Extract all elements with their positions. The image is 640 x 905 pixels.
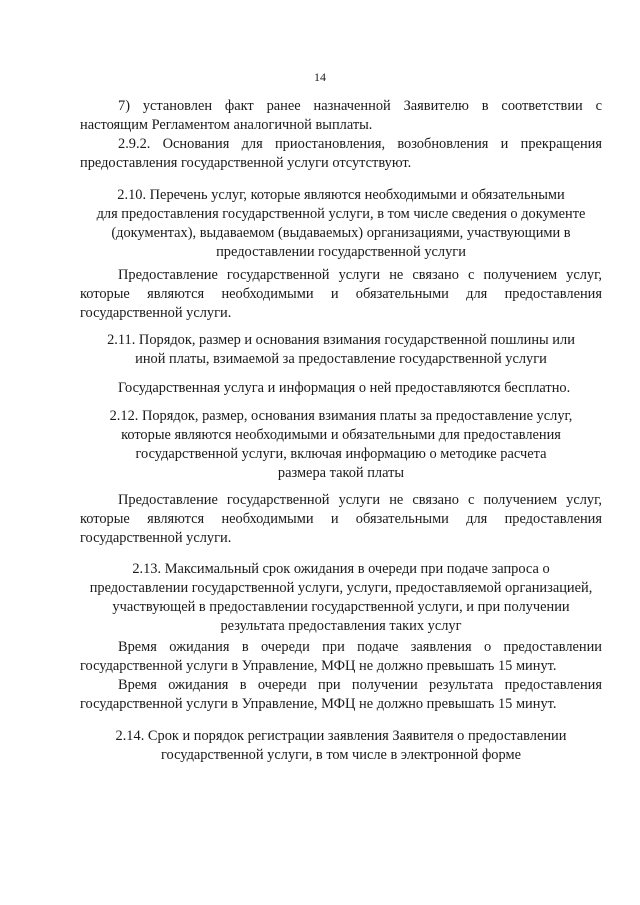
section-2-12-body — [80, 491, 602, 548]
section-2-12-heading-line-4: размера такой платы — [277, 465, 405, 481]
section-2-11-body — [80, 379, 602, 398]
section-2-10-heading-line-3: (документах), выдаваемом (выдаваемых) организациями, участвующими в — [111, 225, 571, 241]
section-2-11-heading — [80, 331, 602, 369]
section-2-13-heading-line-4: результата предоставления таких услуг — [220, 618, 462, 634]
section-2-10-body-line-3: государственной услуги. — [80, 305, 232, 321]
item-2-9-2-line-1: 2.9.2. Основания для приостановления, возобновления и прекращения — [118, 136, 602, 152]
section-2-13-body-1 — [80, 638, 602, 676]
section-2-11-heading-line-1: 2.11. Порядок, размер и основания взимания государственной пошлины или — [107, 332, 575, 348]
section-2-13-body-1-line-2: государственной услуги в Управление, МФЦ не должно превышать 15 минут. — [80, 658, 557, 674]
section-2-10-body-line-1: Предоставление государственной услуги не связано с получением услуг, — [118, 267, 602, 283]
section-2-12-body-line-3: государственной услуги. — [80, 530, 232, 546]
section-2-13-body-1-line-1: Время ожидания в очереди при подаче заявления о предоставлении — [118, 639, 602, 655]
section-2-12-body-line-1: Предоставление государственной услуги не связано с получением услуг, — [118, 492, 602, 508]
section-2-12-heading-line-2: которые являются необходимыми и обязательными для предоставления — [121, 427, 561, 443]
item-7-paragraph — [80, 97, 602, 135]
section-2-10-heading — [80, 186, 602, 262]
item-2-9-2-line-2: предоставления государственной услуги отсутствуют. — [80, 155, 412, 171]
section-2-10-heading-line-4: предоставлении государственной услуги — [216, 244, 466, 260]
section-2-13-heading-line-3: участвующей в предоставлении государственной услуги, и при получении — [112, 599, 570, 615]
section-2-13-body-2 — [80, 676, 602, 714]
section-2-10-heading-line-1: 2.10. Перечень услуг, которые являются необходимыми и обязательными — [117, 187, 565, 203]
section-2-12-heading-line-1: 2.12. Порядок, размер, основания взимания платы за предоставление услуг, — [109, 408, 573, 424]
section-2-13-body-2-line-1: Время ожидания в очереди при получении результата предоставления — [118, 677, 602, 693]
section-2-13-body-2-line-2: государственной услуги в Управление, МФЦ не должно превышать 15 минут. — [80, 696, 557, 712]
section-2-14-heading — [80, 727, 602, 765]
section-2-10-body — [80, 266, 602, 323]
section-2-10-heading-line-2: для предоставления государственной услуги, в том числе сведения о документе — [96, 206, 586, 222]
section-2-13-heading-line-1: 2.13. Максимальный срок ожидания в очереди при подаче запроса о — [132, 561, 550, 577]
section-2-11-body-line-1: Государственная услуга и информация о ней предоставляются бесплатно. — [118, 380, 571, 396]
section-2-10-body-line-2: которые являются необходимыми и обязательными для предоставления — [80, 286, 602, 302]
section-2-14-heading-line-2: государственной услуги, в том числе в электронной форме — [161, 747, 521, 763]
page-number: 14 — [314, 70, 326, 84]
section-2-12-body-line-2: которые являются необходимыми и обязательными для предоставления — [80, 511, 602, 527]
section-2-14-heading-line-1: 2.14. Срок и порядок регистрации заявления Заявителя о предоставлении — [115, 728, 567, 744]
item-2-9-2-paragraph — [80, 135, 602, 173]
section-2-12-heading-line-3: государственной услуги, включая информацию о методике расчета — [135, 446, 547, 462]
section-2-13-heading — [80, 560, 602, 636]
section-2-13-heading-line-2: предоставлении государственной услуги, услуги, предоставляемой организацией, — [89, 580, 593, 596]
section-2-11-heading-line-2: иной платы, взимаемой за предоставление государственной услуги — [135, 351, 547, 367]
item-7-line-2: настоящим Регламентом аналогичной выплаты. — [80, 117, 373, 133]
section-2-12-heading — [80, 407, 602, 483]
item-7-line-1: 7) установлен факт ранее назначенной Заявителю в соответствии с — [118, 98, 602, 114]
